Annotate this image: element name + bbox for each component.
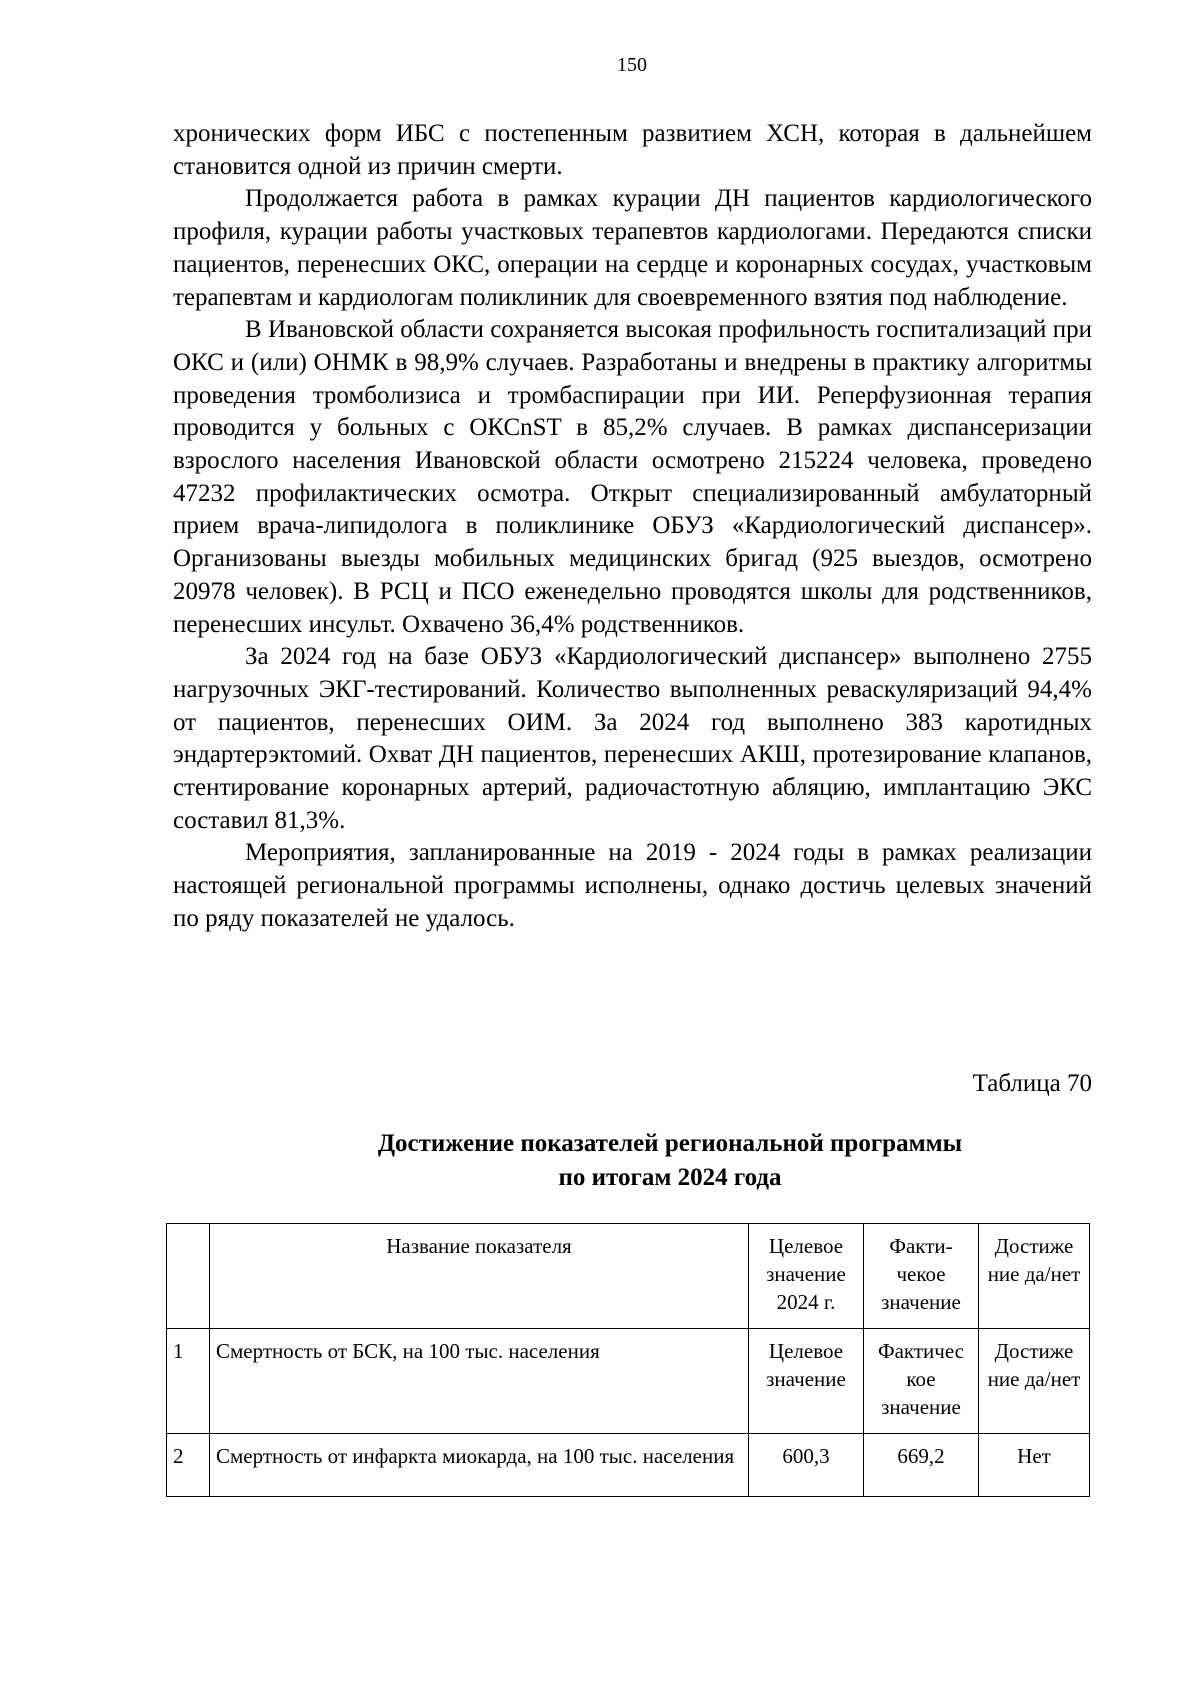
paragraph: Мероприятия, запланированные на 2019 - 2024 годы в рамках реализации настоящей региональной программы исполнены, однако достичь целевых значений по ряду показателей не удалось. xyxy=(173,839,1092,932)
table-title-line: по итогам 2024 года xyxy=(558,1164,782,1191)
table-title xyxy=(300,1127,1040,1195)
table-title-line: Достижение показателей региональной программы xyxy=(377,1130,963,1157)
row-name-cell: Смертность от инфаркта миокарда, на 100 тыс. населения xyxy=(210,1434,749,1497)
row-reached-cell: Нет xyxy=(979,1434,1090,1497)
body-text xyxy=(173,118,1092,936)
table-caption: Таблица 70 xyxy=(972,1070,1092,1097)
table-header-row xyxy=(167,1224,1090,1329)
table-row xyxy=(167,1329,1090,1434)
header-name-cell: Название показателя xyxy=(210,1224,749,1329)
header-num-cell xyxy=(167,1224,210,1329)
row-actual-cell: Фактичес кое значение xyxy=(864,1329,979,1434)
row-name-cell: Смертность от БСК, на 100 тыс. населения xyxy=(210,1329,749,1434)
row-target-cell: 600,3 xyxy=(749,1434,864,1497)
paragraph: За 2024 год на базе ОБУЗ «Кардиологический диспансер» выполнено 2755 нагрузочных ЭКГ-тестирований. Количество выполненных реваскуляризаций 94,4% от пациентов, перенесших ОИМ. За 2024 год выполнено 383 каротидных эндартерэктомий. Охват ДН пациентов, перенесших АКШ, протезирование клапанов, стентирование коронарных артерий, радиочастотную абляцию, имплантацию ЭКС составил 81,3%. xyxy=(173,643,1092,834)
paragraph: хронических форм ИБС с постепенным развитием ХСН, которая в дальнейшем становится одной из причин смерти. xyxy=(173,120,1092,180)
row-actual-cell: 669,2 xyxy=(864,1434,979,1497)
page-number: 150 xyxy=(617,54,647,76)
row-target-cell: Целевое значение xyxy=(749,1329,864,1434)
indicators-table xyxy=(166,1223,1090,1497)
header-reached-cell: Достиже ние да/нет xyxy=(979,1224,1090,1329)
paragraph: Продолжается работа в рамках курации ДН пациентов кардиологического профиля, курации работы участковых терапевтов кардиологами. Передаются списки пациентов, перенесших ОКС, операции на сердце и коронарных сосудах, участковым терапевтам и кардиологам поликлиник для своевременного взятия под наблюдение. xyxy=(173,185,1092,311)
paragraph: В Ивановской области сохраняется высокая профильность госпитализаций при ОКС и (или) ОНМК в 98,9% случаев. Разработаны и внедрены в практику алгоритмы проведения тромболизиса и тромбаспирации при ИИ. Реперфузионная терапия проводится у больных с ОКСnST в 85,2% случаев. В рамках диспансеризации взрослого населения Ивановской области осмотрено 215224 человека, проведено 47232 профилактических осмотра. Открыт специализированный амбулаторный прием врача-липидолога в поликлинике ОБУЗ «Кардиологический диспансер». Организованы выезды мобильных медицинских бригад (925 выездов, осмотрено 20978 человек). В РСЦ и ПСО еженедельно проводятся школы для родственников, перенесших инсульт. Охвачено 36,4% родственников. xyxy=(173,316,1092,638)
table-row xyxy=(167,1434,1090,1497)
row-num-cell: 1 xyxy=(167,1329,210,1434)
header-target-cell: Целевое значение 2024 г. xyxy=(749,1224,864,1329)
row-num-cell: 2 xyxy=(167,1434,210,1497)
row-reached-cell: Достиже ние да/нет xyxy=(979,1329,1090,1434)
header-actual-cell: Факти-чекое значение xyxy=(864,1224,979,1329)
